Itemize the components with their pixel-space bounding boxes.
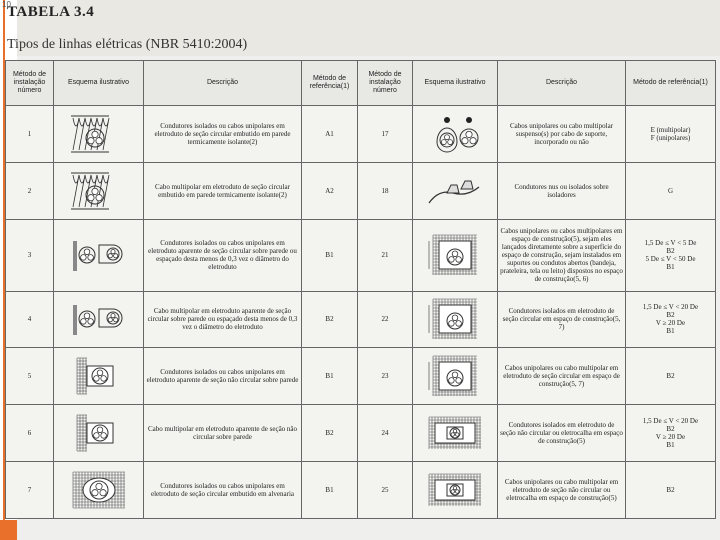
description: Cabo multipolar em eletroduto aparente de seção não circular sobre parede [144,405,302,462]
reference-method [626,106,716,163]
embedded-masonry-diagram [69,468,129,512]
reference-line: V ≥ 20 De [655,319,686,328]
schema-cell [54,462,144,519]
description: Cabos unipolares ou cabo multipolar em eletroduto de seção circular em espaço de construção(5, 7) [498,348,626,405]
schema-cell [413,219,498,291]
insulators-diagram [425,169,485,213]
reference-method [626,162,716,219]
table-row [6,106,716,163]
schema-cell [413,106,498,163]
reference-line: 1,5 De ≤ V < 20 De [642,303,699,312]
reference-line: B2 [666,425,675,434]
reference-method: B2 [302,291,358,348]
reference-line: 5 De ≤ V < 50 De [645,255,696,264]
table-row [6,348,716,405]
reference-line: B1 [666,263,675,272]
method-number: 1 [6,106,54,163]
pipe-in-insulated-wall-diagram [69,112,129,156]
reference-line: B1 [666,441,675,450]
header-description: Descrição [144,61,302,106]
schema-cell [413,405,498,462]
reference-method: B2 [302,405,358,462]
rect-conduit-diagram [69,354,129,398]
reference-method: B1 [302,219,358,291]
trunking-in-void-diagram [425,411,485,455]
description: Cabo multipolar em eletroduto de seção circular embutido em parede termicamente isolante(2) [144,162,302,219]
schema-cell [54,219,144,291]
table-body [6,106,716,519]
reference-line: B1 [666,327,675,336]
reference-line: B2 [666,486,675,495]
reference-method: B1 [302,462,358,519]
trunking-void-cables-diagram [425,468,485,512]
reference-line: G [667,186,674,195]
reference-line: 1,5 De ≤ V < 5 De [644,239,697,248]
reference-line: 1,5 De ≤ V < 20 De [642,417,699,426]
description: Condutores nus ou isolados sobre isoladores [498,162,626,219]
building-void-diagram [425,233,485,277]
header-schema-2: Esquema ilustrativo [413,61,498,106]
header-method-number-2: Método de instalação número [358,61,413,106]
reference-method [626,462,716,519]
reference-method: A2 [302,162,358,219]
surface-conduit-diagram [69,233,129,277]
method-number: 18 [358,162,413,219]
description: Condutores isolados ou cabos unipolares em eletroduto de seção circular embutido em parede termicamente isolante(2) [144,106,302,163]
method-number: 3 [6,219,54,291]
table-row [6,291,716,348]
schema-cell [413,348,498,405]
description: Cabos unipolares ou cabo multipolar em eletroduto de seção não circular ou eletrocalha em espaço de construção(5) [498,462,626,519]
description: Cabos unipolares ou cabo multipolar suspenso(s) por cabo de suporte, incorporado ou não [498,106,626,163]
header-reference-method: Método de referência(1) [302,61,358,106]
reference-line: V ≥ 20 De [655,433,686,442]
description: Cabo multipolar em eletroduto aparente de seção circular sobre parede ou espaçado desta menos de 0,3 vez o diâmetro do eletroduto [144,291,302,348]
multipolar-in-insulated-wall-diagram [69,169,129,213]
suspended-cables-diagram [425,112,485,156]
description: Condutores isolados ou cabos unipolares em eletroduto de seção circular embutido em alvenaria [144,462,302,519]
table-row [6,462,716,519]
reference-line: B2 [666,372,675,381]
reference-method [626,405,716,462]
schema-cell [54,348,144,405]
reference-line: B2 [666,247,675,256]
schema-cell [413,162,498,219]
schema-cell [54,162,144,219]
table-title: TABELA 3.4 [7,4,95,20]
schema-cell [54,106,144,163]
method-number: 23 [358,348,413,405]
surface-conduit-multipolar-diagram [69,297,129,341]
table-row [6,219,716,291]
description: Condutores isolados ou cabos unipolares em eletroduto aparente de seção circular sobre parede ou espaçado desta menos de 0,3 vez o diâmetro do eletroduto [144,219,302,291]
page-corner-number: 10 [2,0,11,9]
method-number: 6 [6,405,54,462]
schema-cell [413,462,498,519]
method-number: 25 [358,462,413,519]
description: Cabos unipolares ou cabos multipolares em espaço de construção(5), sejam eles lançados diretamente sobre a superfície do espaço de construção, sejam instalados em suportes ou condutos abertos (bandeja, prateleira, tela ou leito) dispostos no espaço de construção(5, 6) [498,219,626,291]
reference-line: E (multipolar) [650,125,691,134]
schema-cell [413,291,498,348]
schema-cell [54,405,144,462]
method-number: 21 [358,219,413,291]
schema-cell [54,291,144,348]
reference-method [626,348,716,405]
header-method-number: Método de instalação número [6,61,54,106]
method-number: 24 [358,405,413,462]
header-description-2: Descrição [498,61,626,106]
reference-line: B2 [666,311,675,320]
method-number: 2 [6,162,54,219]
reference-method [626,219,716,291]
cable-conduit-in-void-diagram [425,354,485,398]
reference-method [626,291,716,348]
description: Condutores isolados em eletroduto de seção circular em espaço de construção(5, 7) [498,291,626,348]
method-number: 17 [358,106,413,163]
reference-line: F (unipolares) [650,133,691,142]
description: Condutores isolados ou cabos unipolares em eletroduto aparente de seção não circular sobre parede [144,348,302,405]
method-number: 22 [358,291,413,348]
table-header-row [6,61,716,106]
header-reference-method-2: Método de referência(1) [626,61,716,106]
conduit-in-void-diagram [425,297,485,341]
reference-method: A1 [302,106,358,163]
rect-conduit-multipolar-diagram [69,411,129,455]
method-number: 5 [6,348,54,405]
method-number: 4 [6,291,54,348]
method-number: 7 [6,462,54,519]
table-row [6,405,716,462]
installation-methods-table [5,60,716,519]
header-schema: Esquema ilustrativo [54,61,144,106]
reference-method: B1 [302,348,358,405]
table-subtitle: Tipos de linhas elétricas (NBR 5410:2004) [7,37,248,52]
table-row [6,162,716,219]
description: Condutores isolados em eletroduto de seção não circular ou eletrocalha em espaço de construção(5) [498,405,626,462]
